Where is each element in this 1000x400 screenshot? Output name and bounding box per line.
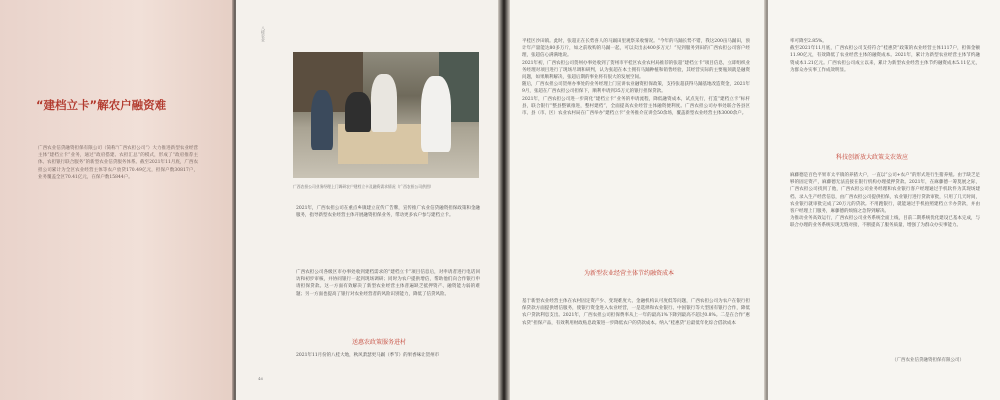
photo-person [421,76,451,152]
paragraph [522,38,750,117]
photo-person [311,90,333,150]
paragraph: 2021年11月份的八桂大地，秋风萧瑟更马踊（季节）的果香味让贺州市 [296,353,440,358]
paragraph: 2021年，广西农担公司在重点乡镇建立宣传广告牌，宣传推广农业信贷融资担保政策和金融服务，指导新型农业经营主体开展融资担保业务，带动更多农户参与建档立卡。 [296,206,480,219]
photo-person [371,74,397,132]
paragraph [790,38,980,74]
article-title: “建档立卡”解农户融资难 [36,98,167,112]
paragraph: 2021年初，广西农担公司贺州办事处收到了贺州市平桂区农业农村局推荐的张超“建档立卡”项目信息，立即组织业务经理对项目进行了现场尽调和研判，认为张超在本土拥有马踊种植和销售经验，其经营实际的主要瓶颈就是融资问题，如果顺利解决，张超后期的事业将有很大的发展空间。 [522,60,750,81]
intro-paragraph: 广西农业信贷融资担保有限公司（简称“广西农担公司”）大力推进新型农业经营主体“建档立卡”业务，通过“政府搭建、农担汇总”的模式，形成了“政府推荐主体、农担银行联合服务”的新型农业信贷服务体系。截至2021年11月底，广西农担公司累计为全区农业经营主体等农户放贷170.49亿元，担保户数30817户，业务覆盖全区70.41亿元，在保户数15844户。 [38,146,198,180]
paragraph: 截至2021年11月底，广西农担公司支持符合“桂惠贷”政策的农业经营主体1117户，担保金额11.90亿元，有效降低了农业经营主体的融资成本。2021年，累计为新型农业经营主体节约融资成本1.21亿元。广西农担公司成立以来，累计为新型农业经营主体节约融资成本5.11亿元，为群众办实事工作成效明显。 [790,46,980,73]
paragraph: 2021年，广西农担公司进一步简化“建档立卡”业务的申请流程，降低融资成本，试点先行，打造“建档立卡”标杆县，联合银行“整县整镇推进，整村建档”，全面提高农业经营主体融资便利度。广西农担公司办事处联合各县区市、县（市、区）农业农村局在广西举办“建档立卡”业务推介宣讲会50余场，覆盖新型农业经营主体3000余户。 [522,96,750,117]
section-heading: 科技创新放大政策支农效应 [836,154,909,161]
paragraph: 基于新型农业经营主体在农村固定资产少、变现难度大、金融机构认可度低等问题，广西农担公司为农户在银行担保贷款方面提供增信服务，使银行资金进入农业经营，一是选择和农业银行、中国银行等大型国有银行合作，降低农户贷款利息支出。2021年，广西农担公司担保费率从上一年的最高1%下降到最高不超过0.8%。二是在合作“惠农贷”担保产品，有效利用财政贴息政策进一步降低农户的贷款成本。纳入“桂惠贷”后最低年化综合借款成本 [522,299,750,326]
paragraph: 麻藤德是百色平果市太平镇的养猪大户，一直以“公司+农户”的形式进行生猪养殖。由于缺乏足够的固定资产，麻藤德无法直接在银行机构办理抵押贷款。2021年，在麻藤德一筹莫展之际，广西农担公司找到了他，广西农担公司业务经理和农业银行客户经理通过手机软件为其现场建档、录入生产经营信息，由广西农担公司提供担保，农业银行进行贷款审批，只用了几天时间，农业银行就审批完成了20万元的贷款。不用跑银行，就能通过手机拍照建档立卡办贷款，并由客户经理上门服务，麻藤德的烦恼之急得到解决。 [790,173,980,215]
section-heading: 送惠农政策服务进村 [352,339,407,346]
paragraph: 率可降至2.85%。 [790,39,827,44]
photo-person [345,92,371,132]
paragraph: 平桂区沙田镇。此时，张超正在长势喜人的马踊田里观察采收情况。“今年的马踊长势不错，我这200亩马踊田，预计年产量能达80多万斤，如之前收购的马踊一起，可以卖出去400多万元！”见到服务到田的广西农担公司客户经理，张超信心满满地说。 [522,39,750,59]
paragraph: 广西农担公司各级区市办事处收到建档需求的“建档立卡”项目信息后，对申请者进行电话回访和初步审核，并协同银行一起到现场调研；同时为农户提供增信，帮助他们向合作银行申请担保贷款。这一方面有效解决了新型农业经营主体普遍缺乏抵押资产、融资能力弱的难题；另一方面也提高了银行对农业经营者的风险识别能力，降低了信贷风险。 [296,270,480,297]
page-number: 46 [258,376,264,381]
paragraph [790,172,980,230]
paragraph: 随后，广西农担公司贺州办事处的业务经理上门宣讲农业融资担保政策，支持张超获得马踊基地改造资金，2021年9月，张超在广西农担公司担保下，顺利申请到35万元的银行担保贷款。 [522,82,750,95]
author-signature: （广西农业信贷融资担保有限公司） [892,358,964,363]
photo-caption: 广西农担公司业务经理上门调研农户建档立卡及融资需求情况（广西农担公司供图） [293,184,434,189]
running-head: 八桂农业 [261,26,266,42]
paragraph: 为推动业务高效运行，广西农担公司业务系统全面上线，目前二期系统优化建设已基本完成，与联合办理的业务系统实现无缝对接，不断提高了服务质量，增强了为群众办实事能力。 [790,216,980,229]
photo-image [293,52,479,178]
gutter-shadow [498,0,510,400]
left-title-page [0,0,232,400]
section-heading: 为新型农业经营主体节约融资成本 [584,270,675,277]
